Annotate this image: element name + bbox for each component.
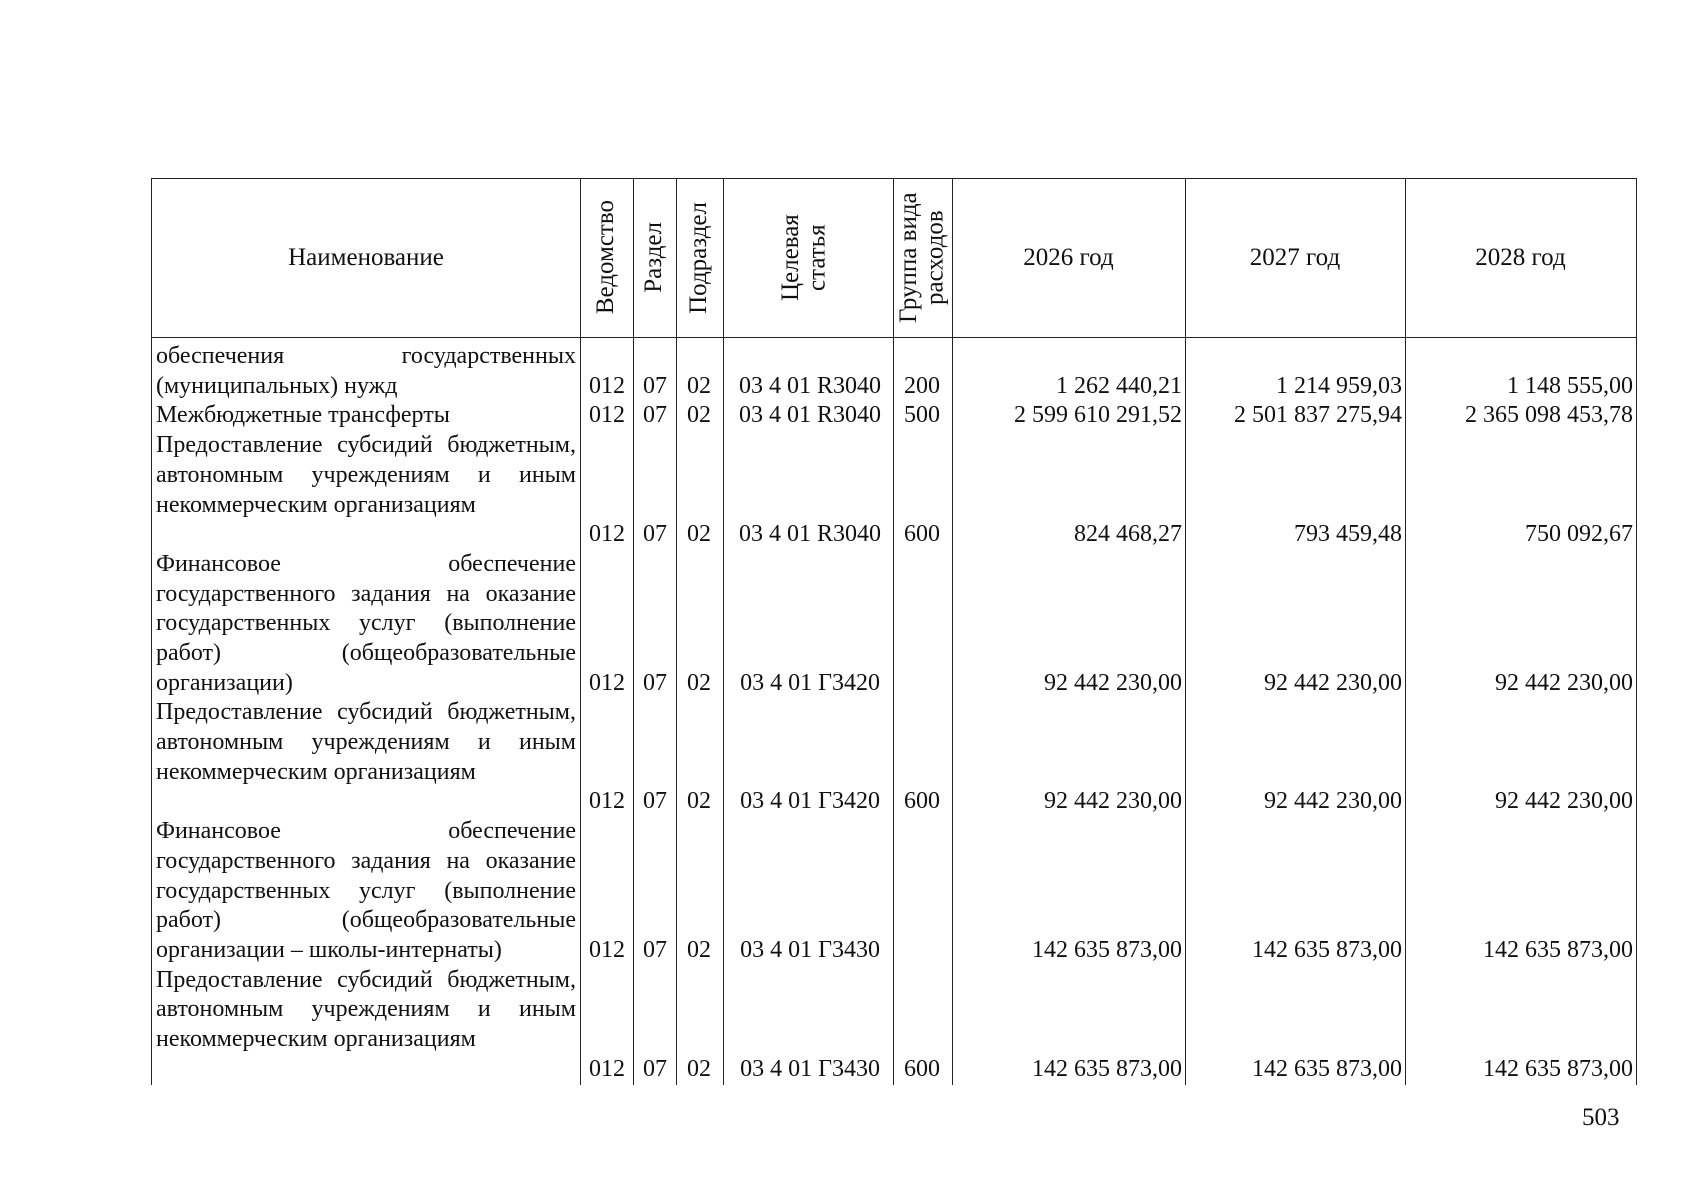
table-row [152, 698, 1636, 817]
row-gruppa: 200 [904, 372, 940, 399]
row-2028: 142 635 873,00 [1483, 936, 1633, 963]
row-name: Предоставление субсидий бюджетным, автономным учреждениям и иным некоммерческим организациям [156, 699, 576, 785]
row-celevaya-statya: 03 4 01 R3040 [738, 521, 881, 548]
header-2026: 2026 год [1023, 243, 1114, 271]
row-gruppa: 600 [904, 788, 940, 815]
row-name: обеспечения государственных (муниципальных) нужд [156, 343, 576, 399]
row-name: Предоставление субсидий бюджетным, автономным учреждениям и иным некоммерческим организациям [156, 966, 576, 1053]
row-razdel: 07 [643, 372, 667, 399]
row-2026: 2 599 610 291,52 [1014, 402, 1182, 429]
row-podrazdel: 02 [687, 372, 711, 399]
row-vedomstvo: 012 [589, 936, 625, 963]
header-podrazdel: Подраздел [685, 201, 713, 314]
row-razdel: 07 [643, 936, 667, 963]
row-2027: 92 442 230,00 [1264, 669, 1402, 696]
row-2028: 92 442 230,00 [1495, 669, 1633, 696]
row-2027: 142 635 873,00 [1252, 1055, 1402, 1082]
row-2027: 2 501 837 275,94 [1234, 402, 1402, 429]
header-2027: 2027 год [1249, 243, 1341, 271]
row-2028: 92 442 230,00 [1495, 788, 1633, 815]
row-name: Межбюджетные трансферты [156, 402, 450, 429]
row-vedomstvo: 012 [589, 521, 625, 548]
row-podrazdel: 02 [687, 669, 711, 696]
row-2028: 1 148 555,00 [1507, 372, 1633, 399]
table-row [152, 342, 1636, 401]
header-2028: 2028 год [1475, 243, 1566, 271]
row-vedomstvo: 012 [589, 669, 625, 696]
row-2027: 1 214 959,03 [1276, 372, 1402, 399]
header-razdel: Раздел [640, 222, 668, 293]
row-podrazdel: 02 [687, 936, 711, 963]
row-celevaya-statya: 03 4 01 Г3420 [740, 788, 880, 815]
header-gruppa-vida-rashodov: Группа вида расходов [895, 192, 949, 323]
row-celevaya-statya: 03 4 01 R3040 [738, 372, 881, 399]
header-bottom-border [152, 337, 1636, 338]
table-row [152, 431, 1636, 550]
row-2027: 793 459,48 [1294, 521, 1402, 548]
table-row [152, 401, 1636, 431]
row-2026: 1 262 440,21 [1056, 372, 1182, 399]
row-celevaya-statya: 03 4 01 R3040 [738, 402, 881, 429]
row-name: Финансовое обеспечение государственного задания на оказание государственных услуг (выполнение работ) (общеобразовательные организации – школы-интернаты) [156, 818, 576, 963]
row-2027: 92 442 230,00 [1264, 788, 1402, 815]
row-celevaya-statya: 03 4 01 Г3430 [740, 1055, 880, 1082]
row-2027: 142 635 873,00 [1252, 936, 1402, 963]
header-celevaya-statya: Целевая статья [777, 214, 831, 301]
table-row [152, 550, 1636, 699]
row-podrazdel: 02 [687, 402, 711, 429]
row-2026: 92 442 230,00 [1044, 669, 1182, 696]
row-vedomstvo: 012 [589, 372, 625, 399]
row-vedomstvo: 012 [589, 788, 625, 815]
row-razdel: 07 [643, 402, 667, 429]
row-2026: 92 442 230,00 [1044, 788, 1182, 815]
row-podrazdel: 02 [687, 1055, 711, 1082]
header-name: Наименование [288, 243, 444, 271]
row-podrazdel: 02 [687, 788, 711, 815]
row-2028: 750 092,67 [1525, 521, 1633, 548]
row-name: Предоставление субсидий бюджетным, автономным учреждениям и иным некоммерческим организациям [156, 432, 576, 518]
budget-table [151, 178, 1637, 1085]
row-2028: 142 635 873,00 [1483, 1055, 1633, 1082]
row-razdel: 07 [643, 521, 667, 548]
row-gruppa: 600 [904, 1055, 940, 1082]
table-row [152, 966, 1636, 1085]
row-razdel: 07 [643, 1055, 667, 1082]
row-2026: 824 468,27 [1074, 521, 1182, 548]
row-vedomstvo: 012 [589, 402, 625, 429]
table-row [152, 817, 1636, 966]
row-2026: 142 635 873,00 [1032, 1055, 1182, 1082]
row-razdel: 07 [643, 788, 667, 815]
page-number: 503 [1582, 1104, 1620, 1131]
row-gruppa: 600 [904, 521, 940, 548]
row-name: Финансовое обеспечение государственного задания на оказание государственных услуг (выполнение работ) (общеобразовательные организации) [156, 550, 576, 696]
header-vedomstvo: Ведомство [592, 200, 620, 315]
row-vedomstvo: 012 [589, 1055, 625, 1082]
row-2026: 142 635 873,00 [1032, 936, 1182, 963]
row-podrazdel: 02 [687, 521, 711, 548]
row-gruppa: 500 [904, 402, 940, 429]
row-celevaya-statya: 03 4 01 Г3420 [740, 669, 880, 696]
row-celevaya-statya: 03 4 01 Г3430 [740, 936, 880, 963]
row-2028: 2 365 098 453,78 [1465, 402, 1633, 429]
row-razdel: 07 [643, 669, 667, 696]
